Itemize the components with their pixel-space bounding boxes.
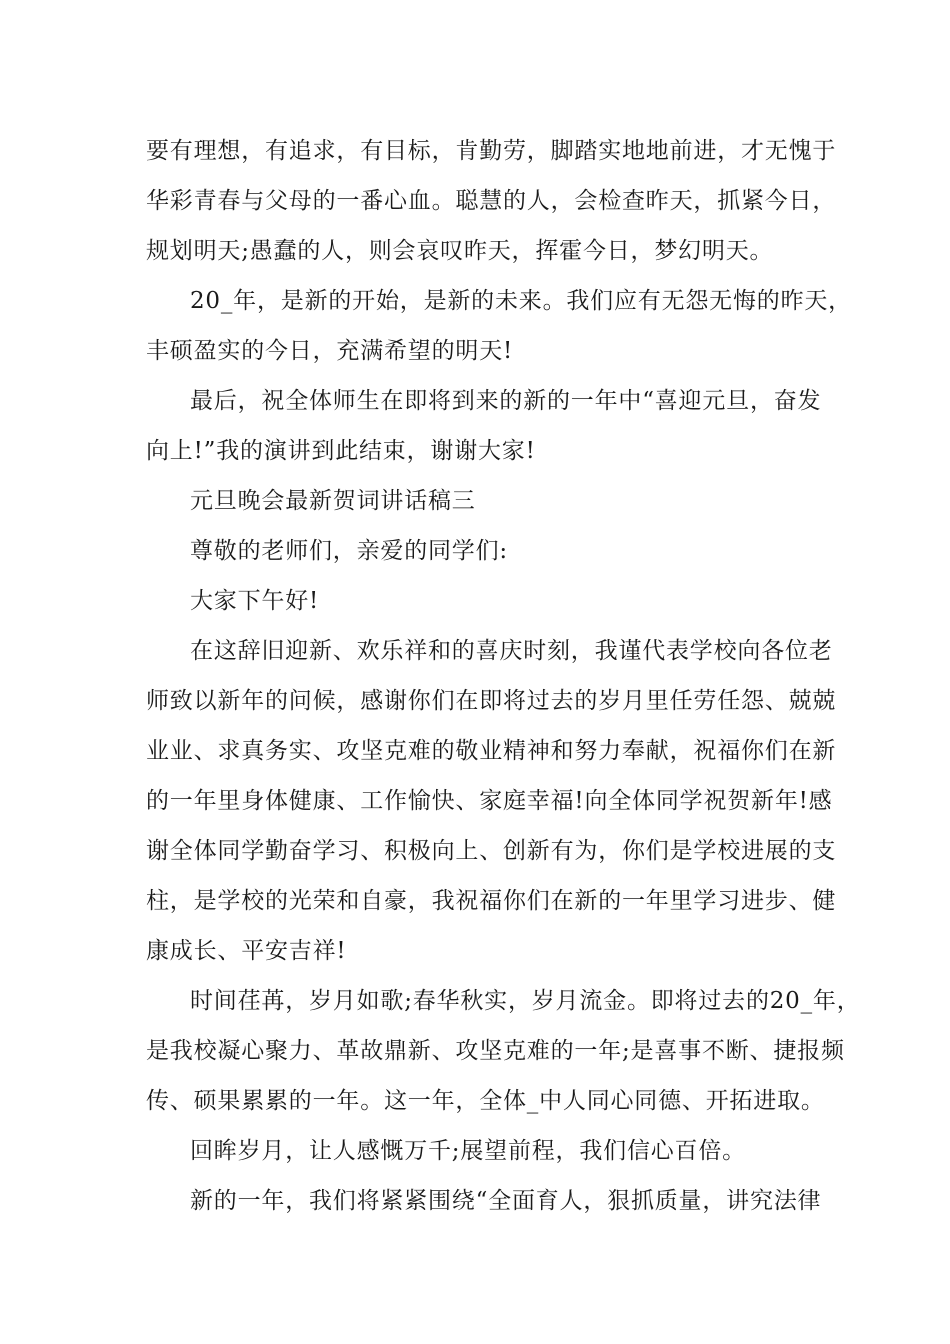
- text-line: 康成长、平安吉祥!: [146, 938, 347, 964]
- greeting-line: 大家下午好!: [190, 588, 320, 614]
- paragraph-start-line: 回眸岁月，让人感慨万千;展望前程，我们信心百倍。: [190, 1138, 746, 1164]
- paragraph-start-line: 时间荏苒，岁月如歌;春华秋实，岁月流金。即将过去的20_年，: [190, 988, 861, 1014]
- text-line: 是我校凝心聚力、革故鼎新、攻坚克难的一年;是喜事不断、捷报频: [146, 1038, 845, 1064]
- text-line: 的一年里身体健康、工作愉快、家庭幸福!向全体同学祝贺新年!感: [146, 788, 833, 814]
- salutation-line: 尊敬的老师们，亲爱的同学们:: [190, 538, 508, 564]
- text-line: 规划明天;愚蠢的人，则会哀叹昨天，挥霍今日，梦幻明天。: [146, 238, 774, 264]
- text-line: 师致以新年的问候，感谢你们在即将过去的岁月里任劳任怨、兢兢: [146, 688, 837, 714]
- text-line: 要有理想，有追求，有目标，肯勤劳，脚踏实地地前进，才无愧于: [146, 138, 837, 164]
- text-line: 柱，是学校的光荣和自豪，我祝福你们在新的一年里学习进步、健: [146, 888, 837, 914]
- paragraph-start-line: 新的一年，我们将紧紧围绕“全面育人，狠抓质量，讲究法律: [190, 1188, 822, 1214]
- text-line: 谢全体同学勤奋学习、积极向上、创新有为，你们是学校进展的支: [146, 838, 837, 864]
- paragraph-start-line: 在这辞旧迎新、欢乐祥和的喜庆时刻，我谨代表学校向各位老: [190, 638, 833, 664]
- text-line: 业业、求真务实、攻坚克难的敬业精神和努力奉献，祝福你们在新: [146, 738, 837, 764]
- text-line: 华彩青春与父母的一番心血。聪慧的人，会检查昨天，抓紧今日，: [146, 188, 837, 214]
- text-line: 丰硕盈实的今日，充满希望的明天!: [146, 338, 514, 364]
- text-line: 传、硕果累累的一年。这一年，全体_中人同心同德、开拓进取。: [146, 1088, 825, 1114]
- section-heading: 元旦晚会最新贺词讲话稿三: [190, 488, 476, 514]
- paragraph-start-line: 20_年，是新的开始，是新的未来。我们应有无怨无悔的昨天，: [190, 288, 852, 314]
- paragraph-start-line: 最后，祝全体师生在即将到来的新的一年中“喜迎元旦，奋发: [190, 388, 822, 414]
- text-line: 向上!”我的演讲到此结束，谢谢大家!: [146, 438, 536, 464]
